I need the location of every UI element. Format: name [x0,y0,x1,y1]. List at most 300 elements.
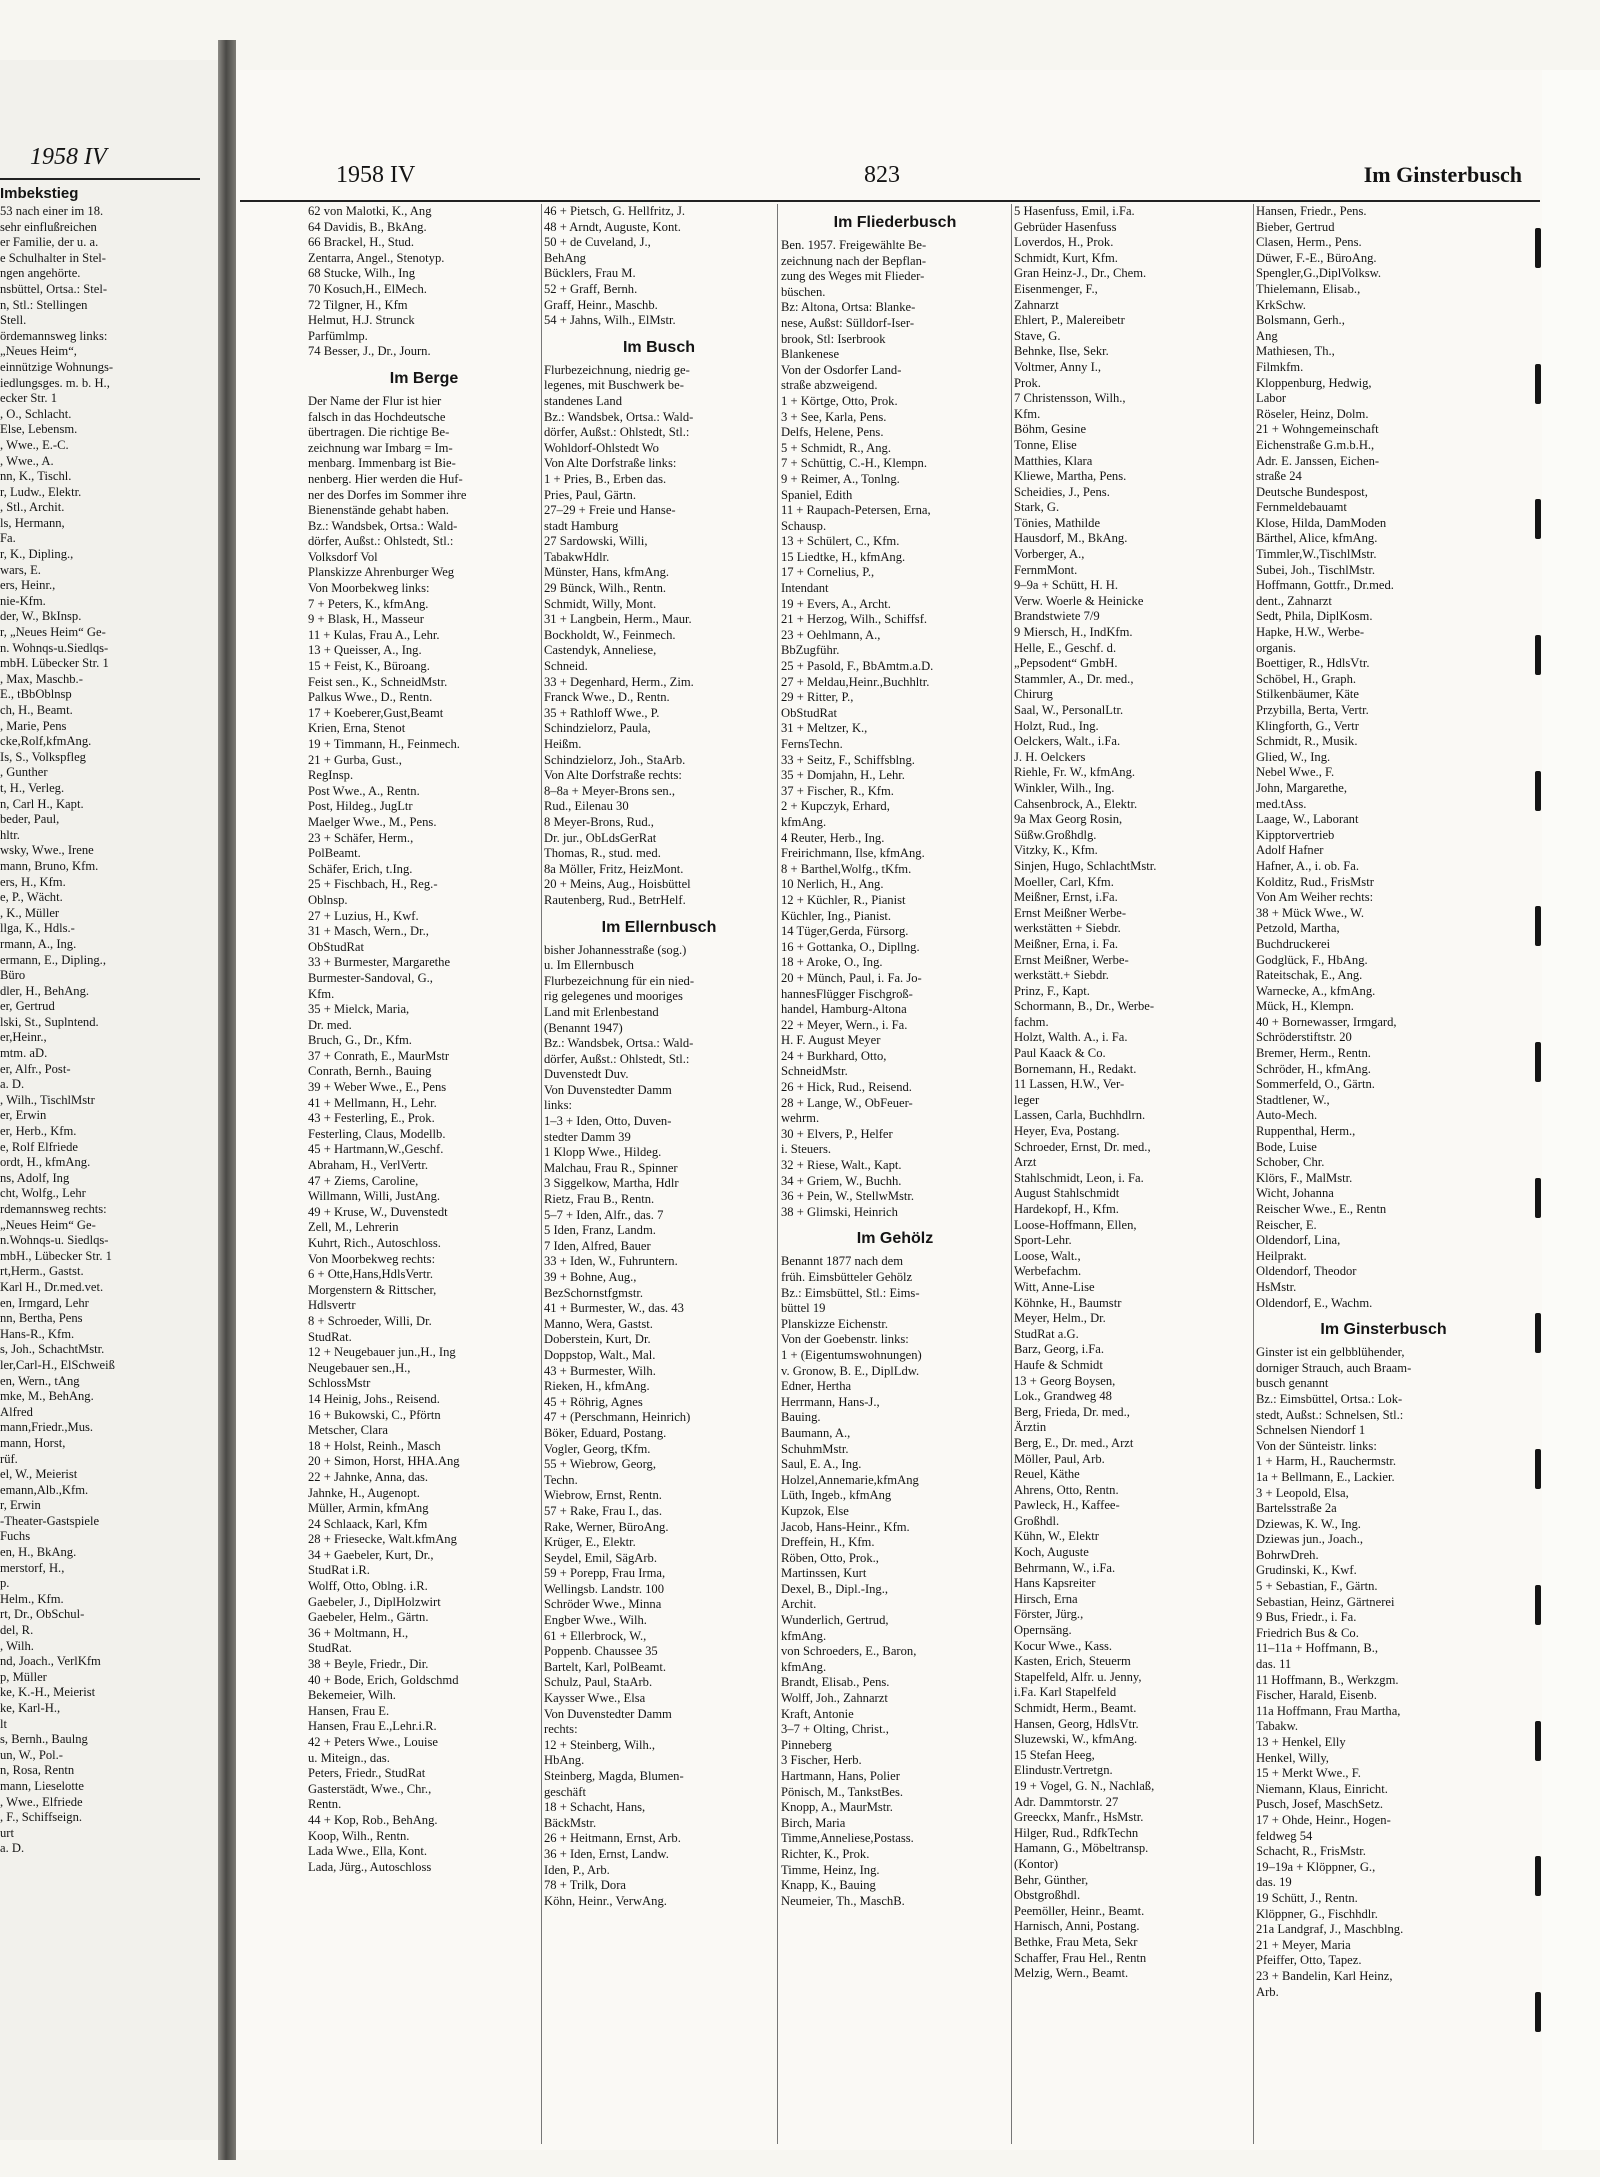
directory-entry: Kolditz, Rud., FrisMstr [1256,874,1374,889]
page-title: Im Ginsterbusch [1363,162,1522,187]
directory-entry: 40 + Bornewasser, Irmgard, [1256,1014,1397,1029]
directory-entry: 50 + de Cuveland, J., [544,235,651,250]
directory-entry: 22 + Jahnke, Anna, das. [308,1469,429,1484]
directory-entry: Klingforth, G., Vertr [1256,718,1359,733]
directory-entry: Matthies, Klara [1014,453,1093,468]
directory-entry: 21a Landgraf, J., Maschblng. [1256,1922,1404,1937]
directory-entry: Bz: Altona, Ortsa: Blanke- [781,300,916,315]
directory-entry: Post, Hildeg., JugLtr [308,799,413,814]
directory-entry: falsch in das Hochdeutsche [308,409,446,424]
directory-entry: 25 + Fischbach, H., Reg.- [308,877,438,892]
directory-entry: Hansen, Frau E.,Lehr.i.R. [308,1719,437,1734]
directory-entry: Melzig, Wern., Beamt. [1014,1966,1129,1981]
directory-entry: Lada, Jürg., Autoschloss [308,1859,432,1874]
directory-entry: 70 Kosuch,H., ElMech. [308,281,427,296]
directory-entry: Godglück, F., HbAng. [1256,952,1368,967]
directory-entry: Clasen, Herm., Pens. [1256,235,1362,250]
directory-entry: das. 11 [1256,1657,1292,1672]
directory-entry: Hansen, Georg, HdlsVtr. [1014,1716,1139,1731]
directory-entry: Schindzielorz, Joh., StaArb. [544,752,686,767]
directory-entry: Bremer, Herm., Rentn. [1256,1046,1371,1061]
directory-entry: Köhn, Heinr., VerwAng. [544,1893,667,1908]
directory-entry: Vogler, Georg, tKfm. [544,1441,651,1456]
directory-entry: Schacht, R., FrisMstr. [1256,1844,1366,1859]
directory-entry: Iden, P., Arb. [544,1862,610,1877]
directory-entry: Wicht, Johanna [1256,1186,1334,1201]
directory-entry: Koop, Wilh., Rentn. [308,1828,410,1843]
directory-entry: Neugebauer sen.,H., [308,1360,411,1375]
directory-entry: dörfer, Außst.: Ohlstedt, Stl.: [544,425,690,440]
directory-entry: Oblnsp. [308,892,348,907]
directory-entry: TabakwHdlr. [544,549,610,564]
directory-entry: Castendyk, Anneliese, [544,643,657,658]
directory-entry: Sommerfeld, O., Gärtn. [1256,1077,1375,1092]
directory-entry: Behnke, Ilse, Sekr. [1014,344,1109,359]
directory-entry: n, Rosa, Rentn [0,1763,75,1778]
directory-entry: Bz.: Wandsbek, Ortsa.: Wald- [308,518,458,533]
directory-entry: Hirsch, Erna [1014,1591,1078,1606]
directory-entry: Rateitschak, E., Ang. [1256,968,1363,983]
directory-entry: urt [0,1825,14,1840]
directory-entry: Bz.: Eimsbüttel, Ortsa.: Lok- [1256,1391,1403,1406]
directory-entry: Von der Osdorfer Land- [781,362,902,377]
directory-entry: Barz, Georg, i.Fa. [1014,1342,1105,1357]
directory-entry: SchneidMstr. [781,1064,848,1079]
directory-entry: 15 Liedtke, H., kfmAng. [781,549,906,564]
directory-entry: 2 + Kupczyk, Erhard, [781,799,890,814]
directory-entry: Berg, Frieda, Dr. med., [1014,1404,1130,1419]
directory-entry: Gebrüder Hasenfuss [1014,219,1117,234]
directory-entry: , K., Müller [0,905,60,920]
directory-entry: dorniger Strauch, auch Braam- [1256,1360,1412,1375]
directory-entry: RegInsp. [308,768,354,783]
directory-entry: Pinneberg [781,1737,832,1752]
directory-entry: ke, K.-H., Meierist [0,1685,96,1700]
page-edge-marks [1530,180,1546,2080]
directory-entry: dler, H., BehAng. [0,983,90,998]
directory-column-2 [544,204,774,1909]
directory-entry: 8 + Barthel,Wolfg., tKfm. [781,861,912,876]
directory-entry: Hoffmann, Gottfr., Dr.med. [1256,578,1394,593]
directory-entry: Tönies, Mathilde [1014,515,1101,530]
directory-entry: rig gelegenes und mooriges [544,989,683,1004]
directory-entry: r, Ludw., Elektr. [0,484,82,499]
directory-entry: Morgenstern & Rittscher, [308,1282,437,1297]
directory-entry: 44 + Kop, Rob., BehAng. [308,1812,438,1827]
directory-entry: stadt Hamburg [544,518,619,533]
directory-entry: mbH., Lübecker Str. 1 [0,1248,112,1263]
directory-entry: Von der Goebenstr. links: [781,1332,909,1347]
directory-entry: Chirurg [1014,687,1053,702]
directory-entry: Pusch, Josef, MaschSetz. [1256,1797,1383,1812]
directory-entry: Graff, Heinr., Maschb. [544,297,658,312]
directory-entry: cke,Rolf,kfmAng. [0,734,92,749]
directory-entry: Müller, Armin, kfmAng [308,1501,429,1516]
directory-entry: Niemann, Klaus, Einricht. [1256,1781,1388,1796]
directory-entry: Bekemeier, Wilh. [308,1688,396,1703]
directory-entry: Oldendorf, Lina, [1256,1233,1341,1248]
directory-entry: Ernst Meißner, Werbe- [1014,952,1129,967]
directory-entry: Knapp, K., Bauing [781,1878,876,1893]
directory-entry: Mathiesen, Th., [1256,344,1335,359]
directory-entry: Von Moorbekweg rechts: [308,1251,436,1266]
directory-entry: 74 Besser, J., Dr., Journ. [308,344,431,359]
directory-entry: Benannt 1877 nach dem [781,1254,904,1269]
directory-entry: Voltmer, Anny I., [1014,359,1102,374]
directory-entry: Bethke, Frau Meta, Sekr [1014,1934,1138,1949]
section-heading: Im Berge [389,369,459,387]
directory-entry: Bz.: Wandsbek, Ortsa.: Wald- [544,409,694,424]
directory-entry: 16 + Bukowski, C., Pförtn [308,1407,441,1422]
directory-entry: 27 + Luzius, H., Kwf. [308,908,419,923]
directory-entry: Reischer Wwe., E., Rentn [1256,1202,1387,1216]
directory-entry: Ginster ist ein gelbblühender, [1256,1345,1405,1360]
directory-entry: 15 + Feist, K., Büroang. [308,659,430,674]
directory-entry: Kühn, W., Elektr [1014,1529,1100,1544]
directory-entry: leger [1014,1092,1040,1107]
directory-entry: 33 + Burmester, Margarethe [308,955,451,970]
directory-entry: 33 + Iden, W., Fuhruntern. [544,1254,678,1269]
directory-entry: 47 + Ziems, Caroline, [308,1173,419,1188]
directory-entry: Martinssen, Kurt [781,1566,867,1581]
directory-entry: 49 + Kruse, W., Duvenstedt [308,1204,448,1219]
directory-entry: Behrmann, W., i.Fa. [1014,1560,1116,1575]
directory-entry: 53 nach einer im 18. [0,204,104,218]
directory-entry: Stark, G. [1014,500,1060,515]
directory-entry: n. Wohnqs-u.Siedlqs- [0,640,109,655]
directory-entry: Bärthel, Alice, kfmAng. [1256,531,1378,546]
directory-entry: 26 + Hick, Rud., Reisend. [781,1080,912,1095]
directory-entry: Münster, Hans, kfmAng. [544,565,670,580]
book-gutter [218,40,236,2160]
directory-entry: Oldendorf, Theodor [1256,1264,1357,1279]
directory-entry: Klose, Hilda, DamModen [1256,515,1387,530]
section-heading: Im Fliederbusch [833,214,957,231]
section-heading: Im Busch [622,338,695,356]
directory-entry: Saal, W., PersonalLtr. [1014,703,1124,717]
directory-entry: , Wwe., A. [0,453,54,468]
directory-entry: 14 Tüger,Gerda, Fürsorg. [781,924,909,939]
directory-entry: hltr. [0,827,20,842]
directory-entry: Krüger, E., Elektr. [544,1535,636,1550]
directory-entry: 21 + Herzog, Wilh., Schiffsf. [781,612,928,627]
directory-entry: StudRat i.R. [308,1563,370,1578]
directory-entry: zeichnung war Imbarg = Im- [308,440,453,455]
directory-entry: Bz.: Eimsbüttel, Stl.: Eims- [781,1285,920,1300]
directory-entry: 18 + Holst, Reinh., Masch [308,1438,441,1453]
directory-entry: Alfred [0,1404,33,1419]
directory-entry: J. H. Oelckers [1014,749,1086,764]
directory-entry: Loose-Hoffmann, Ellen, [1014,1217,1137,1232]
directory-entry: Gran Heinz-J., Dr., Chem. [1014,266,1147,281]
directory-entry: nsbüttel, Ortsa.: Stel- [0,281,108,296]
left-page [0,60,219,2140]
directory-entry: 11 + Kulas, Frau A., Lehr. [308,627,440,642]
directory-entry: Opernsäng. [1014,1623,1072,1638]
directory-entry: Kliewe, Martha, Pens. [1014,469,1127,484]
directory-entry: 7 Christensson, Wilh., [1014,391,1126,406]
directory-entry: Bartelt, Karl, PolBeamt. [544,1659,667,1674]
directory-entry: Knopp, A., MaurMstr. [781,1800,893,1815]
directory-entry: Flurbezeichnung für ein nied- [544,973,695,988]
directory-entry: 19–19a + Klöppner, G., [1256,1859,1376,1874]
directory-entry: Rietz, Frau B., Rentn. [544,1192,655,1207]
directory-entry: Stammler, A., Dr. med., [1014,671,1134,686]
directory-entry: 8–8a + Meyer-Brons sen., [544,783,676,798]
directory-entry: Ehlert, P., Malereibetr [1014,313,1125,328]
directory-entry: er, Gertrud [0,999,55,1014]
directory-entry: v. Gronow, B. E., DiplLdw. [781,1363,920,1378]
directory-entry: 28 + Friesecke, Walt.kfmAng [308,1532,457,1547]
directory-entry: menbarg. Immenbarg ist Bie- [308,456,456,471]
column-divider [1253,204,1254,2144]
directory-entry: werkstätten + Siebdr. [1014,921,1121,936]
edge-mark [1535,1721,1541,1761]
directory-entry: -Theater-Gastspiele [0,1513,100,1528]
directory-entry: 35 + Rathloff Wwe., P. [544,705,660,720]
directory-entry: kfmAng. [781,1628,827,1643]
directory-entry: Volksdorf Vol [308,549,378,564]
directory-entry: 36 + Moltmann, H., [308,1625,409,1640]
directory-entry: nenberg. Hier werden die Huf- [308,471,463,486]
directory-entry: Von Am Weiher rechts: [1256,890,1374,905]
directory-entry: Elindustr.Vertretgn. [1014,1763,1113,1778]
directory-entry: kfmAng. [781,814,827,829]
directory-entry: 7 + Peters, K., kfmAng. [308,596,429,611]
directory-entry: früh. Eimsbütteler Gehölz [781,1270,913,1284]
directory-entry: 17 + Cornelius, P., [781,565,875,580]
directory-entry: Festerling, Claus, Modellb. [308,1126,446,1141]
directory-entry: 19 + Evers, A., Archt. [781,596,891,611]
directory-entry: „Pepsodent“ GmbH. [1014,656,1118,671]
directory-entry: mke, M., BehAng. [0,1389,94,1404]
directory-entry: Ernst Meißner Werbe- [1014,905,1127,920]
directory-entry: el, W., Meierist [0,1467,78,1482]
directory-entry: Planskizze Eichenstr. [781,1316,889,1331]
directory-entry: Kipptorvertrieb [1256,827,1335,842]
directory-entry: Arb. [1256,1984,1279,1999]
directory-entry: Bockholdt, W., Feinmech. [544,627,676,642]
edge-mark [1535,1313,1541,1353]
directory-entry: das. 19 [1256,1875,1292,1890]
directory-entry: Büro [0,968,26,983]
directory-entry: Sluzewski, W., kfmAng. [1014,1732,1138,1747]
directory-entry: Zell, M., Lehrerin [308,1220,399,1235]
directory-entry: busch genannt [1256,1376,1329,1391]
directory-entry: Röseler, Heinz, Dolm. [1256,406,1369,421]
directory-entry: 23 + Schäfer, Herm., [308,830,414,845]
directory-entry: Holzt, Rud., Ing. [1014,718,1099,733]
directory-entry: Wolff, Otto, Oblng. i.R. [308,1579,428,1594]
directory-entry: mtm. aD. [0,1046,48,1061]
directory-entry: ördemannsweg links: [0,328,108,343]
directory-entry: Bieber, Gertrud [1256,219,1335,234]
directory-entry: Hamann, G., Möbeltransp. [1014,1841,1149,1856]
directory-entry: Haufe & Schmidt [1014,1357,1103,1372]
directory-entry: rdemannsweg rechts: [0,1202,107,1216]
directory-entry: Klörs, F., MalMstr. [1256,1170,1353,1185]
directory-entry: Glied, W., Ing. [1256,749,1331,764]
directory-entry: un, W., Pol.- [0,1747,63,1762]
directory-entry: der, W., BkInsp. [0,609,82,624]
directory-entry: ecker Str. 1 [0,391,58,406]
directory-entry: Birch, Maria [781,1815,846,1830]
directory-entry: ch, H., Beamt. [0,703,73,717]
directory-entry: Böker, Eduard, Postang. [544,1425,667,1440]
directory-entry: 17 + Koeberer,Gust,Beamt [308,705,444,720]
directory-entry: 35 + Mielck, Maria, [308,1002,410,1017]
directory-entry: 17 + Ohde, Heinr., Hogen- [1256,1812,1391,1827]
directory-entry: n.Wohnqs-u. Siedlqs- [0,1233,109,1248]
directory-entry: nn, Bertha, Pens [0,1311,83,1326]
directory-entry: büschen. [781,284,826,299]
directory-entry: Von Duvenstedter Damm [544,1706,672,1721]
edge-mark [1535,499,1541,539]
directory-entry: Stahlschmidt, Leon, i. Fa. [1014,1170,1144,1185]
directory-entry: Blankenese [781,347,840,362]
directory-entry: dörfer, Außst.: Ohlstedt, Stl.: [544,1051,690,1066]
directory-entry: ermann, E., Dipling., [0,952,106,967]
directory-entry: 54 + Jahns, Wilh., ElMstr. [544,313,676,328]
directory-entry: Neumeier, Th., MaschB. [781,1893,905,1908]
directory-entry: , Gunther [0,765,48,780]
directory-entry: 38 + Beyle, Friedr., Dir. [308,1657,429,1672]
directory-entry: Willmann, Willi, JustAng. [308,1189,441,1204]
directory-entry: 20 + Simon, Horst, HHA.Ang [308,1454,460,1469]
directory-entry: mann, Bruno, Kfm. [0,858,99,873]
directory-entry: r, K., Dipling., [0,547,74,562]
directory-entry: 40 + Bode, Erich, Goldschmd [308,1672,459,1687]
directory-entry: Dr. med. [308,1017,352,1032]
directory-entry: Großhdl. [1014,1513,1060,1528]
directory-entry: 43 + Burmester, Wilh. [544,1363,656,1378]
directory-column-4 [1014,204,1251,1982]
directory-entry: Poppenb. Chaussee 35 [544,1644,658,1659]
directory-entry: Helm., Kfm. [0,1591,64,1606]
directory-entry: Eisenmenger, F., [1014,281,1098,296]
left-page-header: 1958 IV [30,144,107,170]
directory-entry: 62 von Malotki, K., Ang [308,204,432,218]
directory-entry: Bolsmann, Gerh., [1256,313,1345,328]
directory-entry: Riehle, Fr. W., kfmAng. [1014,765,1136,780]
directory-entry: Sport-Lehr. [1014,1233,1072,1248]
directory-entry: 59 + Porepp, Frau Irma, [544,1566,666,1581]
directory-entry: 20 + Meins, Aug., Hoisbüttel [544,877,691,892]
directory-entry: Wolff, Joh., Zahnarzt [781,1691,888,1706]
directory-entry: r, Erwin [0,1498,41,1513]
directory-entry: ke, Karl-H., [0,1701,61,1715]
directory-entry: PolBeamt. [308,846,361,861]
directory-entry: Moeller, Carl, Kfm. [1014,874,1114,889]
directory-entry: ers, Heinr., [0,578,56,593]
directory-entry: 19 + Timmann, H., Feinmech. [308,737,460,751]
directory-entry: Schmidt, R., Musik. [1256,734,1358,749]
directory-entry: beder, Paul, [0,812,60,827]
directory-entry: Edner, Hertha [781,1379,852,1394]
edge-mark [1535,771,1541,811]
directory-entry: brook, Stl: Iserbrook [781,331,886,346]
directory-entry: 27 Sardowski, Willi, [544,534,648,549]
directory-entry: Hardekopf, H., Kfm. [1014,1202,1119,1216]
directory-entry: Schober, Chr. [1256,1155,1325,1170]
edge-mark [1535,906,1541,946]
directory-entry: Seydel, Emil, SägArb. [544,1550,657,1565]
directory-entry: Zentarra, Angel., Stenotyp. [308,250,445,265]
directory-entry: Tonne, Elise [1014,437,1077,452]
directory-entry: Rake, Werner, BüroAng. [544,1519,669,1534]
directory-entry: Fischer, Harald, Eisenb. [1256,1688,1377,1703]
directory-entry: Verw. Woerle & Heinicke [1014,593,1144,608]
directory-entry: Förster, Jürg., [1014,1607,1084,1622]
directory-entry: Schneid. [544,659,588,674]
directory-entry: 9 Miersch, H., IndKfm. [1014,625,1133,640]
directory-entry: Schausp. [781,518,827,533]
directory-entry: 21 + Gurba, Gust., [308,752,402,767]
column-divider [777,204,778,2144]
directory-entry: 1 + Körtge, Otto, Prok. [781,393,898,408]
directory-entry: Der Name der Flur ist hier [308,393,442,408]
directory-entry: BbZugführ. [781,643,840,658]
directory-entry: Meißner, Ernst, i.Fa. [1014,890,1118,905]
directory-entry: , Wilh. [0,1638,34,1653]
directory-entry: Ahrens, Otto, Rentn. [1014,1482,1119,1497]
directory-entry: Friedrich Bus & Co. [1256,1625,1359,1640]
directory-entry: Meyer, Helm., Dr. [1014,1311,1106,1326]
directory-entry: Röben, Otto, Prok., [781,1550,879,1565]
directory-entry: 23 + Bandelin, Karl Heinz, [1256,1968,1393,1983]
directory-entry: Holzel,Annemarie,kfmAng [781,1472,919,1487]
directory-entry: links: [544,1098,572,1113]
directory-entry: 1a + Bellmann, E., Lackier. [1256,1469,1395,1484]
directory-entry: Düwer, F.-E., BüroAng. [1256,250,1377,265]
directory-entry: , Wwe., Elfriede [0,1794,83,1809]
directory-entry: Heilprakt. [1256,1248,1307,1263]
page-header [236,162,1542,202]
directory-entry: Ang [1256,328,1278,343]
directory-entry: Rieken, H., kfmAng. [544,1379,650,1394]
directory-entry: 21 + Wohngemeinschaft [1256,422,1379,437]
directory-entry: Prok. [1014,375,1041,390]
directory-entry: s, Bernh., Baulng [0,1732,88,1747]
directory-entry: Küchler, Ing., Pianist. [781,908,892,923]
directory-entry: ner des Dorfes im Sommer ihre [308,487,467,502]
directory-entry: ObStudRat [781,705,837,720]
directory-entry: 47 + (Perschmann, Heinrich) [544,1410,691,1425]
directory-entry: 25 + Pasold, F., BbAmtm.a.D. [781,659,934,674]
directory-entry: Von Moorbekweg links: [308,581,430,596]
directory-entry: Subei, Joh., TischlMstr. [1256,562,1375,577]
directory-entry: Deutsche Bundespost, [1256,484,1368,499]
page-edge [1542,70,1600,2150]
directory-entry: BohrwDreh. [1256,1547,1319,1562]
directory-entry: , Stl., Archit. [0,500,65,515]
directory-entry: Gaebeler, J., DiplHolzwirt [308,1594,441,1609]
directory-entry: legenes, mit Buschwerk be- [544,378,684,393]
directory-entry: en, H., BkAng. [0,1545,77,1560]
directory-entry: er, Alfr., Post- [0,1061,71,1076]
directory-entry: 1–3 + Iden, Otto, Duven- [544,1114,672,1129]
directory-entry: 48 + Arndt, Auguste, Kont. [544,219,681,234]
directory-entry: Holzt, Walth. A., i. Fa. [1014,1030,1128,1045]
directory-entry: a. D. [0,1841,25,1856]
directory-entry: 43 + Festerling, E., Prok. [308,1111,435,1126]
directory-entry: straße 24 [1256,469,1302,484]
directory-entry: büttel 19 [781,1301,826,1316]
directory-entry: Arzt [1014,1155,1037,1170]
directory-column-1 [308,204,540,1875]
directory-entry: Von Alte Dorfstraße rechts: [544,768,682,783]
directory-entry: Koch, Auguste [1014,1545,1089,1560]
